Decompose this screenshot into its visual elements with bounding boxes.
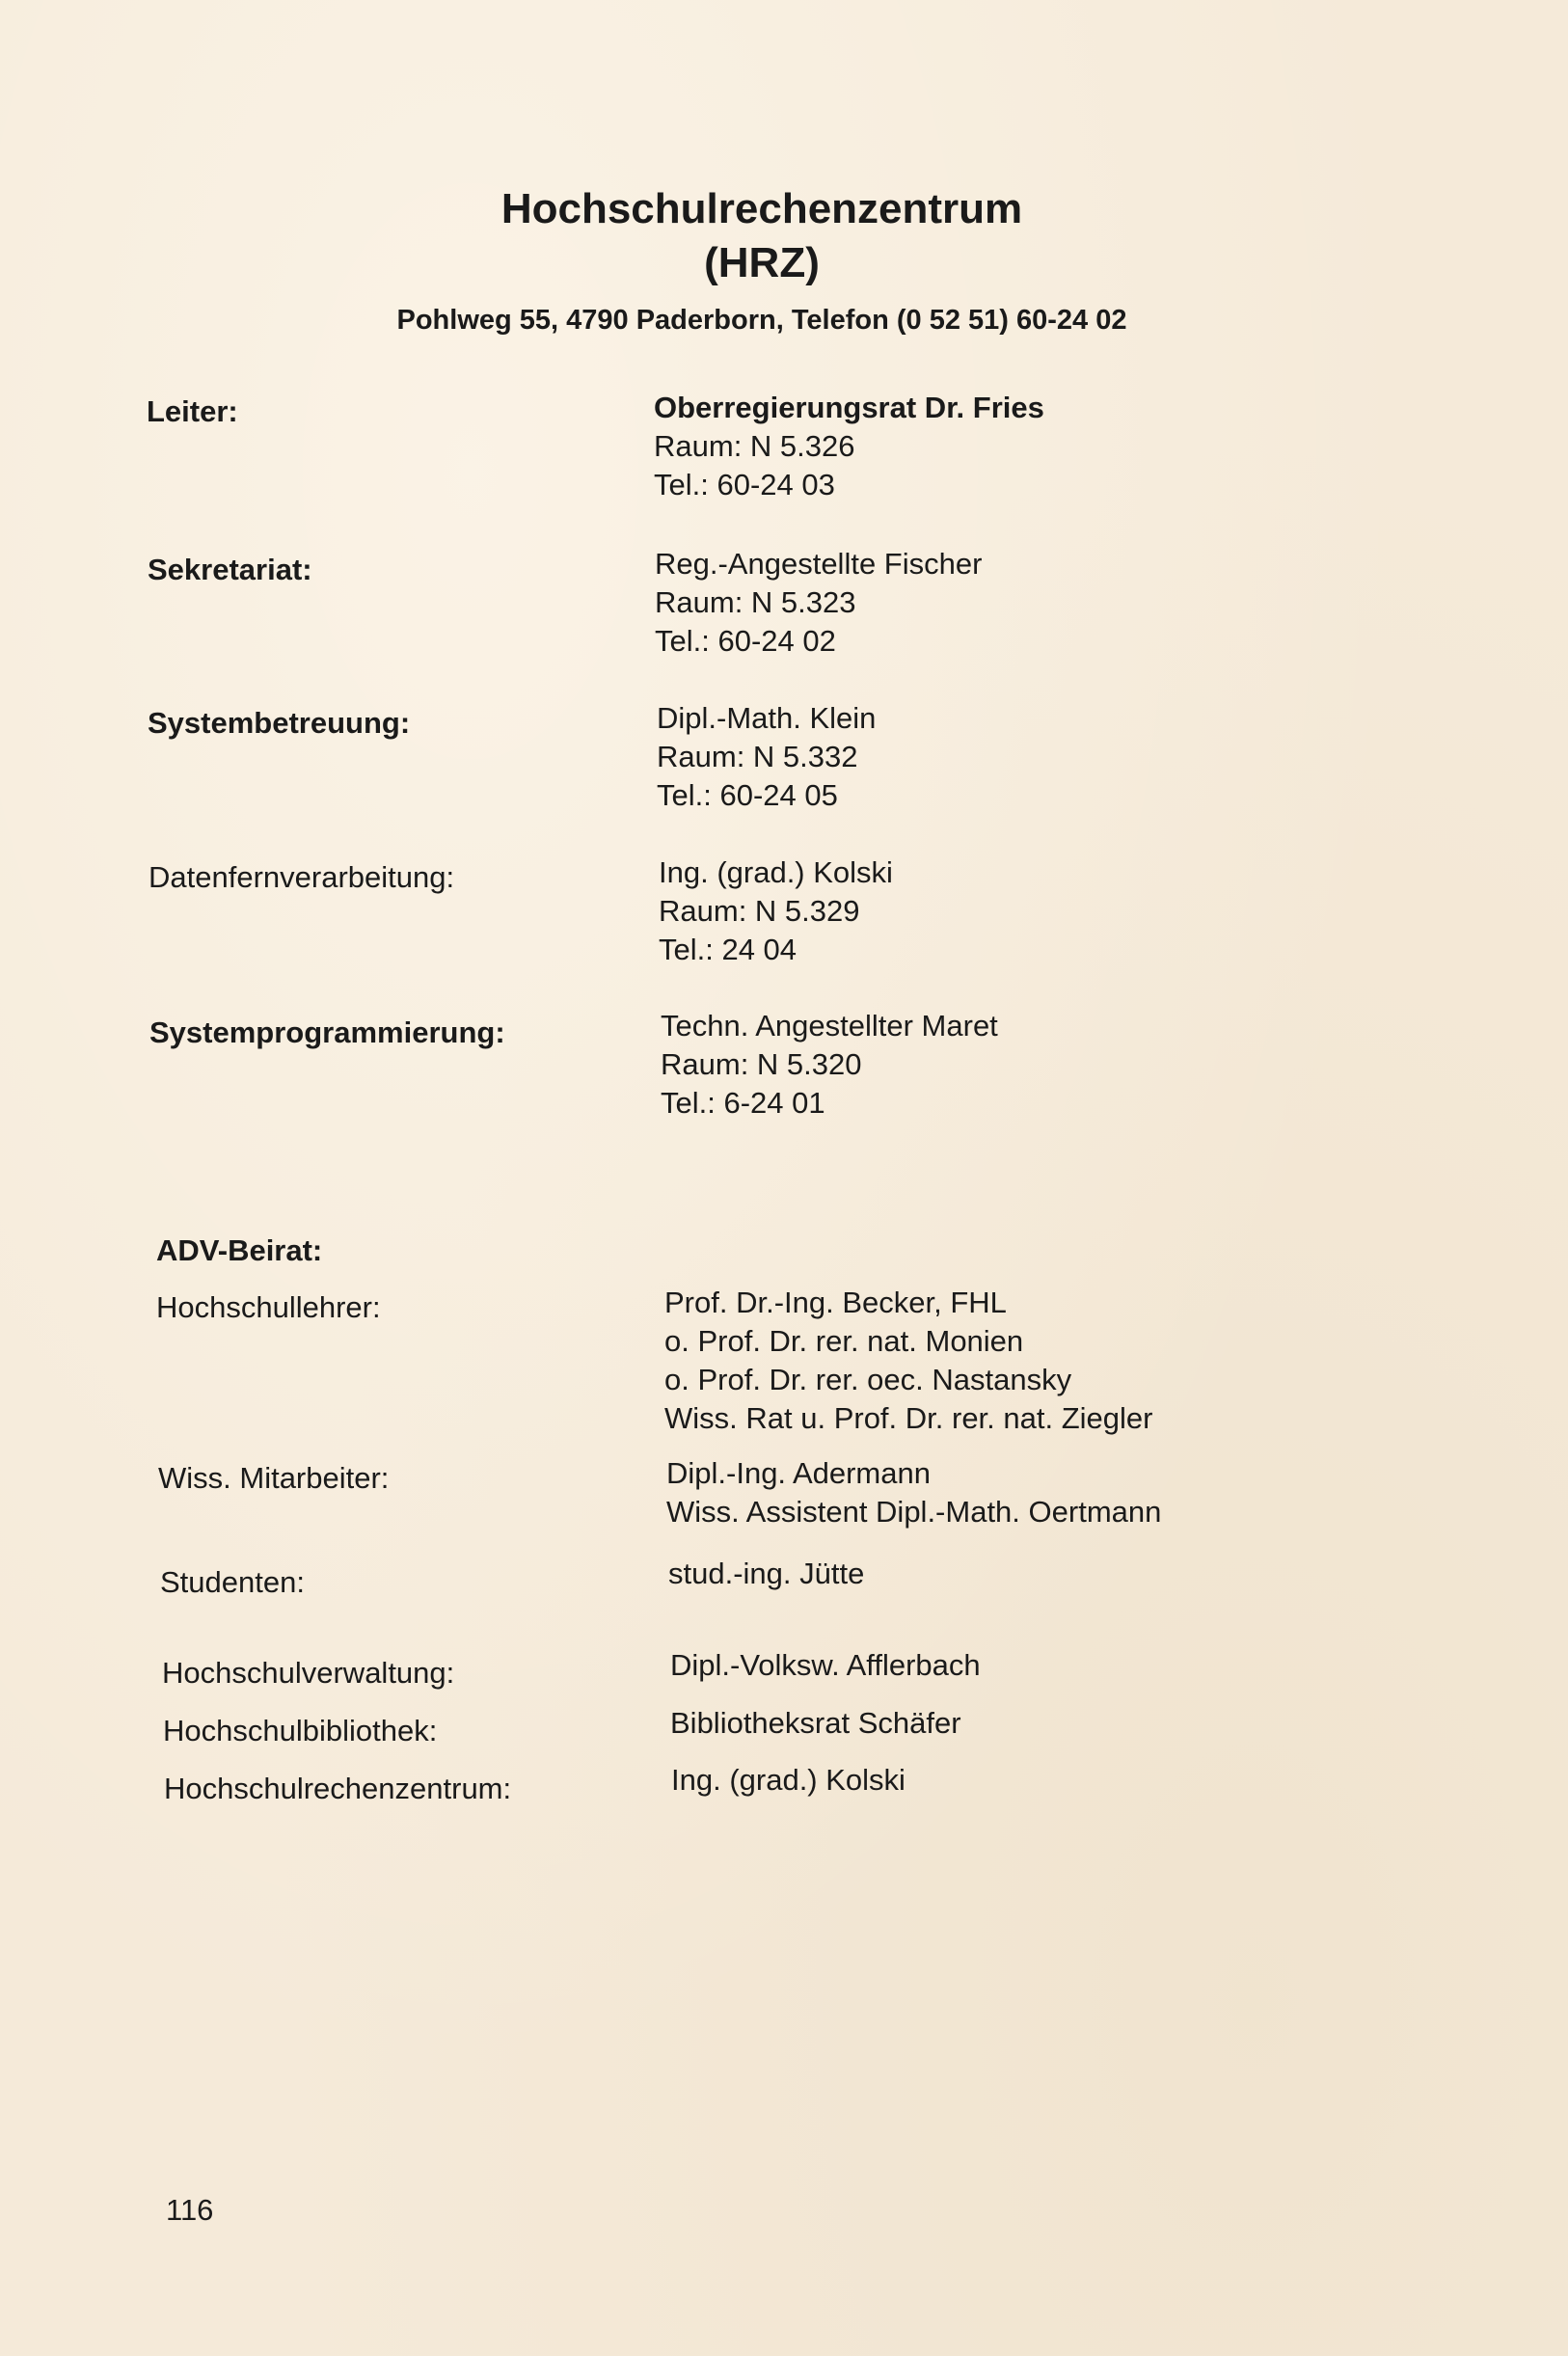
staff-label-datenfernverarbeitung: Datenfernverarbeitung: <box>149 860 455 894</box>
staff-label-leiter: Leiter: <box>147 394 238 428</box>
staff-label-systembetreuung: Systembetreuung: <box>148 706 411 740</box>
board-member: o. Prof. Dr. rer. nat. Monien <box>664 1324 1024 1358</box>
board-members-hochschulbibliothek <box>670 1704 961 1743</box>
staff-name: Techn. Angestellter Maret <box>661 1009 998 1043</box>
board-member: Dipl.-Volksw. Afflerbach <box>670 1648 981 1682</box>
staff-phone: Tel.: 60-24 03 <box>654 468 835 501</box>
staff-label-sekretariat: Sekretariat: <box>148 553 312 586</box>
board-members-hochschulrechenzentrum <box>671 1761 906 1800</box>
staff-name: Dipl.-Math. Klein <box>657 701 877 735</box>
board-label-wiss-mitarbeiter: Wiss. Mitarbeiter: <box>158 1461 390 1495</box>
board-members-hochschullehrer <box>664 1284 1152 1438</box>
staff-entry-systembetreuung <box>657 699 876 815</box>
staff-name: Oberregierungsrat Dr. Fries <box>654 391 1044 424</box>
board-member: Prof. Dr.-Ing. Becker, FHL <box>664 1286 1007 1319</box>
board-members-studenten <box>668 1555 864 1593</box>
staff-entry-systemprogrammierung <box>661 1007 998 1123</box>
staff-room: Raum: N 5.329 <box>659 894 860 928</box>
staff-room: Raum: N 5.323 <box>655 585 856 619</box>
staff-room: Raum: N 5.326 <box>654 429 855 463</box>
staff-phone: Tel.: 60-24 05 <box>657 778 838 812</box>
board-label-hochschullehrer: Hochschullehrer: <box>156 1290 381 1324</box>
board-label-hochschulbibliothek: Hochschulbibliothek: <box>163 1714 438 1747</box>
board-member: Ing. (grad.) Kolski <box>671 1763 906 1797</box>
staff-phone: Tel.: 6-24 01 <box>661 1086 825 1120</box>
board-member: Dipl.-Ing. Adermann <box>666 1456 931 1490</box>
board-member: stud.-ing. Jütte <box>668 1557 865 1590</box>
board-members-wiss-mitarbeiter <box>666 1454 1161 1531</box>
staff-room: Raum: N 5.320 <box>661 1047 862 1081</box>
board-member: Wiss. Assistent Dipl.-Math. Oertmann <box>666 1495 1162 1529</box>
address-line: Pohlweg 55, 4790 Paderborn, Telefon (0 52 51) 60-24 02 <box>396 305 1127 336</box>
page-title-abbreviation: (HRZ) <box>704 239 820 286</box>
board-label-studenten: Studenten: <box>160 1565 305 1599</box>
page-title: Hochschulrechenzentrum <box>500 185 1023 232</box>
staff-phone: Tel.: 60-24 02 <box>655 624 836 658</box>
board-label-hochschulverwaltung: Hochschulverwaltung: <box>162 1656 455 1690</box>
staff-phone: Tel.: 24 04 <box>659 933 798 966</box>
page-number: 116 <box>166 2193 214 2227</box>
staff-name: Reg.-Angestellte Fischer <box>655 547 983 581</box>
staff-room: Raum: N 5.332 <box>657 740 858 773</box>
board-members-hochschulverwaltung <box>670 1646 981 1685</box>
advisory-board-heading: ADV-Beirat: <box>156 1233 323 1267</box>
board-member: Bibliotheksrat Schäfer <box>670 1706 961 1740</box>
board-label-hochschulrechenzentrum: Hochschulrechenzentrum: <box>164 1772 512 1805</box>
staff-entry-leiter <box>654 389 1044 504</box>
board-member: o. Prof. Dr. rer. oec. Nastansky <box>664 1363 1072 1396</box>
staff-entry-sekretariat <box>655 545 982 661</box>
board-member: Wiss. Rat u. Prof. Dr. rer. nat. Ziegler <box>664 1401 1153 1435</box>
staff-label-systemprogrammierung: Systemprogrammierung: <box>149 1016 505 1049</box>
staff-entry-datenfernverarbeitung <box>659 853 893 969</box>
staff-name: Ing. (grad.) Kolski <box>659 855 893 889</box>
